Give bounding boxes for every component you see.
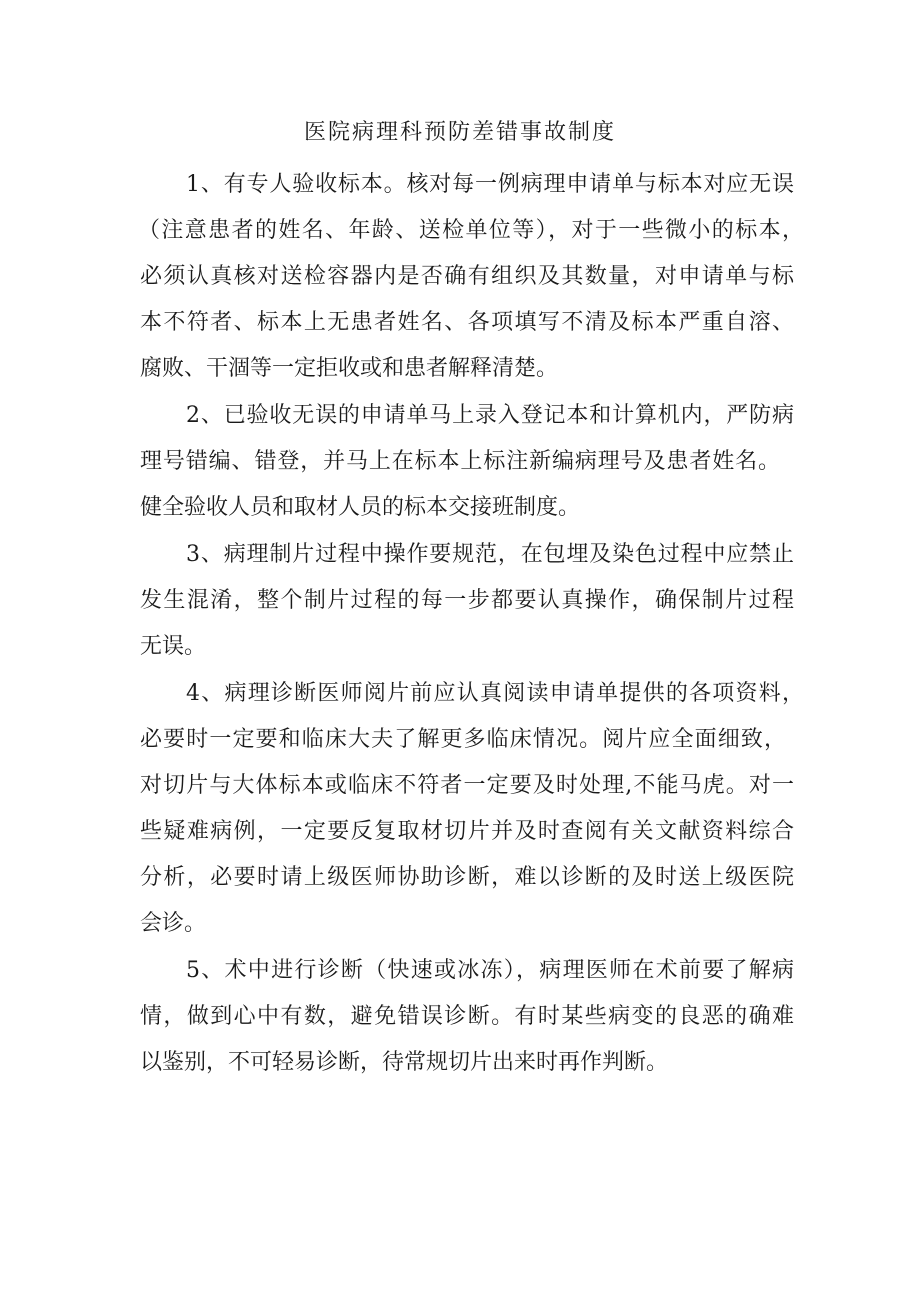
- paragraph-line: 3、病理制片过程中操作要规范，在包埋及染色过程中应禁止: [186, 542, 794, 567]
- paragraph-line: 分析，必要时请上级医师协助诊断，难以诊断的及时送上级医院: [140, 865, 794, 890]
- paragraph-line: 以鉴别，不可轻易诊断，待常规切片出来时再作判断。: [140, 1050, 669, 1075]
- paragraph-line: 些疑难病例，一定要反复取材切片并及时查阅有关文献资料综合: [140, 819, 794, 844]
- paragraph-line: 理号错编、错登，并马上在标本上标注新编病理号及患者姓名。: [140, 449, 780, 474]
- paragraph-line: 1、有专人验收标本。核对每一例病理申请单与标本对应无误: [186, 172, 794, 197]
- paragraph-line: 无误。: [140, 634, 207, 659]
- paragraph-line: 会诊。: [140, 911, 207, 936]
- paragraph-line: 情，做到心中有数，避免错误诊断。有时某些病变的良恶的确难: [140, 1004, 794, 1029]
- paragraph-line: 5、术中进行诊断（快速或冰冻），病理医师在术前要了解病: [186, 958, 794, 983]
- paragraph-line: 必须认真核对送检容器内是否确有组织及其数量，对申请单与标: [140, 264, 794, 289]
- paragraph-line: 4、病理诊断医师阅片前应认真阅读申请单提供的各项资料，: [186, 681, 804, 706]
- paragraph-line: 2、已验收无误的申请单马上录入登记本和计算机内，严防病: [186, 403, 794, 428]
- paragraph-line: 对切片与大体标本或临床不符者一定要及时处理,不能马虎。对一: [140, 773, 794, 798]
- paragraph-line: 本不符者、标本上无患者姓名、各项填写不清及标本严重自溶、: [140, 310, 794, 335]
- paragraph-line: 必要时一定要和临床大夫了解更多临床情况。阅片应全面细致，: [140, 727, 786, 752]
- paragraph-line: 健全验收人员和取材人员的标本交接班制度。: [140, 495, 581, 520]
- paragraph-line: 发生混淆，整个制片过程的每一步都要认真操作，确保制片过程: [140, 588, 794, 613]
- paragraph-line: （注意患者的姓名、年龄、送检单位等），对于一些微小的标本，: [138, 218, 804, 243]
- paragraph-line: 腐败、干涸等一定拒收或和患者解释清楚。: [140, 356, 559, 381]
- document-title: 医院病理科预防差错事故制度: [303, 120, 616, 145]
